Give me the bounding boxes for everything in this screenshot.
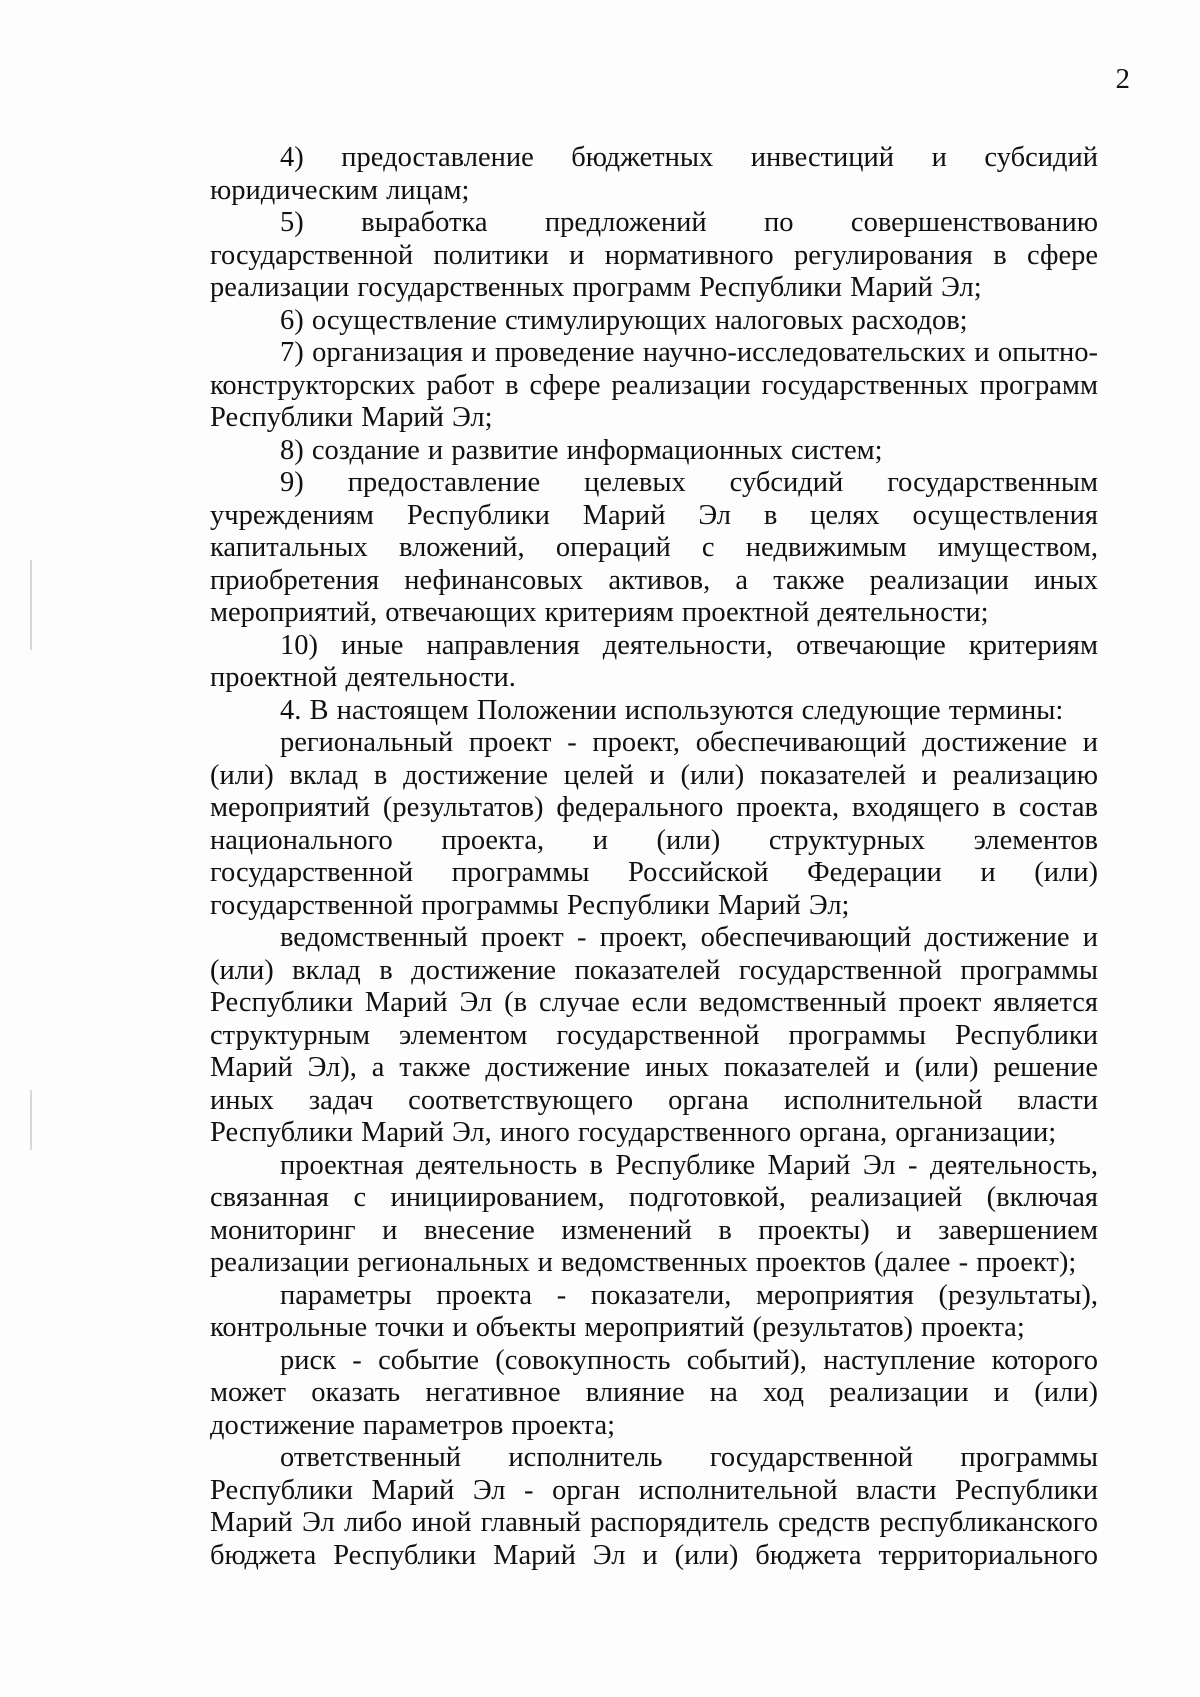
paragraph-term-departmental-project: ведомственный проект - проект, обеспечивающий достижение и (или) вклад в достижение показателей государственной программы Республики Марий Эл (в случае если ведомственный проект является структурным элементом государственной программы Республики Марий Эл), а также достижение иных показателей и (или) решение иных задач соответствующего органа исполнительной власти Республики Марий Эл, иного государственного органа, организации; <box>210 922 1098 1148</box>
paragraph-term-project-activity: проектная деятельность в Республике Марий Эл - деятельность, связанная с инициированием, подготовкой, реализацией (включая мониторинг и внесение изменений в проекты) и завершением реализации региональных и ведомственных проектов (далее - проект); <box>210 1149 1098 1278</box>
paragraph-term-regional-project: региональный проект - проект, обеспечивающий достижение и (или) вклад в достижение целей и (или) показателей и реализацию мероприятий (результатов) федерального проекта, входящего в состав национального проекта, и (или) структурных элементов государственной программы Российской Федерации и (или) государственной программы Республики Марий Эл; <box>210 727 1098 921</box>
paragraph-item-8: 8) создание и развитие информационных систем; <box>280 434 883 466</box>
scan-artifact <box>30 560 32 650</box>
paragraph-item-4: 4) предоставление бюджетных инвестиций и субсидий юридическим лицам; <box>210 142 1098 206</box>
paragraph-section-4-intro: 4. В настоящем Положении используются следующие термины: <box>280 694 1064 726</box>
page-number: 2 <box>1115 63 1130 95</box>
scan-artifact <box>30 1090 32 1150</box>
paragraph-term-responsible-executor: ответственный исполнитель государственной программы Республики Марий Эл - орган исполнительной власти Республики Марий Эл либо иной главный распорядитель средств республиканского бюджета Республики Марий Эл и (или) бюджета территориального <box>210 1442 1098 1571</box>
paragraph-item-7: 7) организация и проведение научно-исследовательских и опытно-конструкторских работ в сфере реализации государственных программ Республики Марий Эл; <box>210 337 1098 433</box>
paragraph-item-9: 9) предоставление целевых субсидий государственным учреждениям Республики Марий Эл в целях осуществления капитальных вложений, операций с недвижимым имуществом, приобретения нефинансовых активов, а также реализации иных мероприятий, отвечающих критериям проектной деятельности; <box>210 467 1098 628</box>
paragraph-item-6: 6) осуществление стимулирующих налоговых расходов; <box>280 304 968 336</box>
paragraph-term-project-parameters: параметры проекта - показатели, мероприятия (результаты), контрольные точки и объекты мероприятий (результатов) проекта; <box>210 1279 1098 1343</box>
paragraph-item-5: 5) выработка предложений по совершенствованию государственной политики и нормативного регулирования в сфере реализации государственных программ Республики Марий Эл; <box>210 207 1098 303</box>
paragraph-term-risk: риск - событие (совокупность событий), наступление которого может оказать негативное влияние на ход реализации и (или) достижение параметров проекта; <box>210 1344 1098 1441</box>
document-body <box>210 142 1098 1572</box>
paragraph-item-10: 10) иные направления деятельности, отвечающие критериям проектной деятельности. <box>210 629 1098 693</box>
